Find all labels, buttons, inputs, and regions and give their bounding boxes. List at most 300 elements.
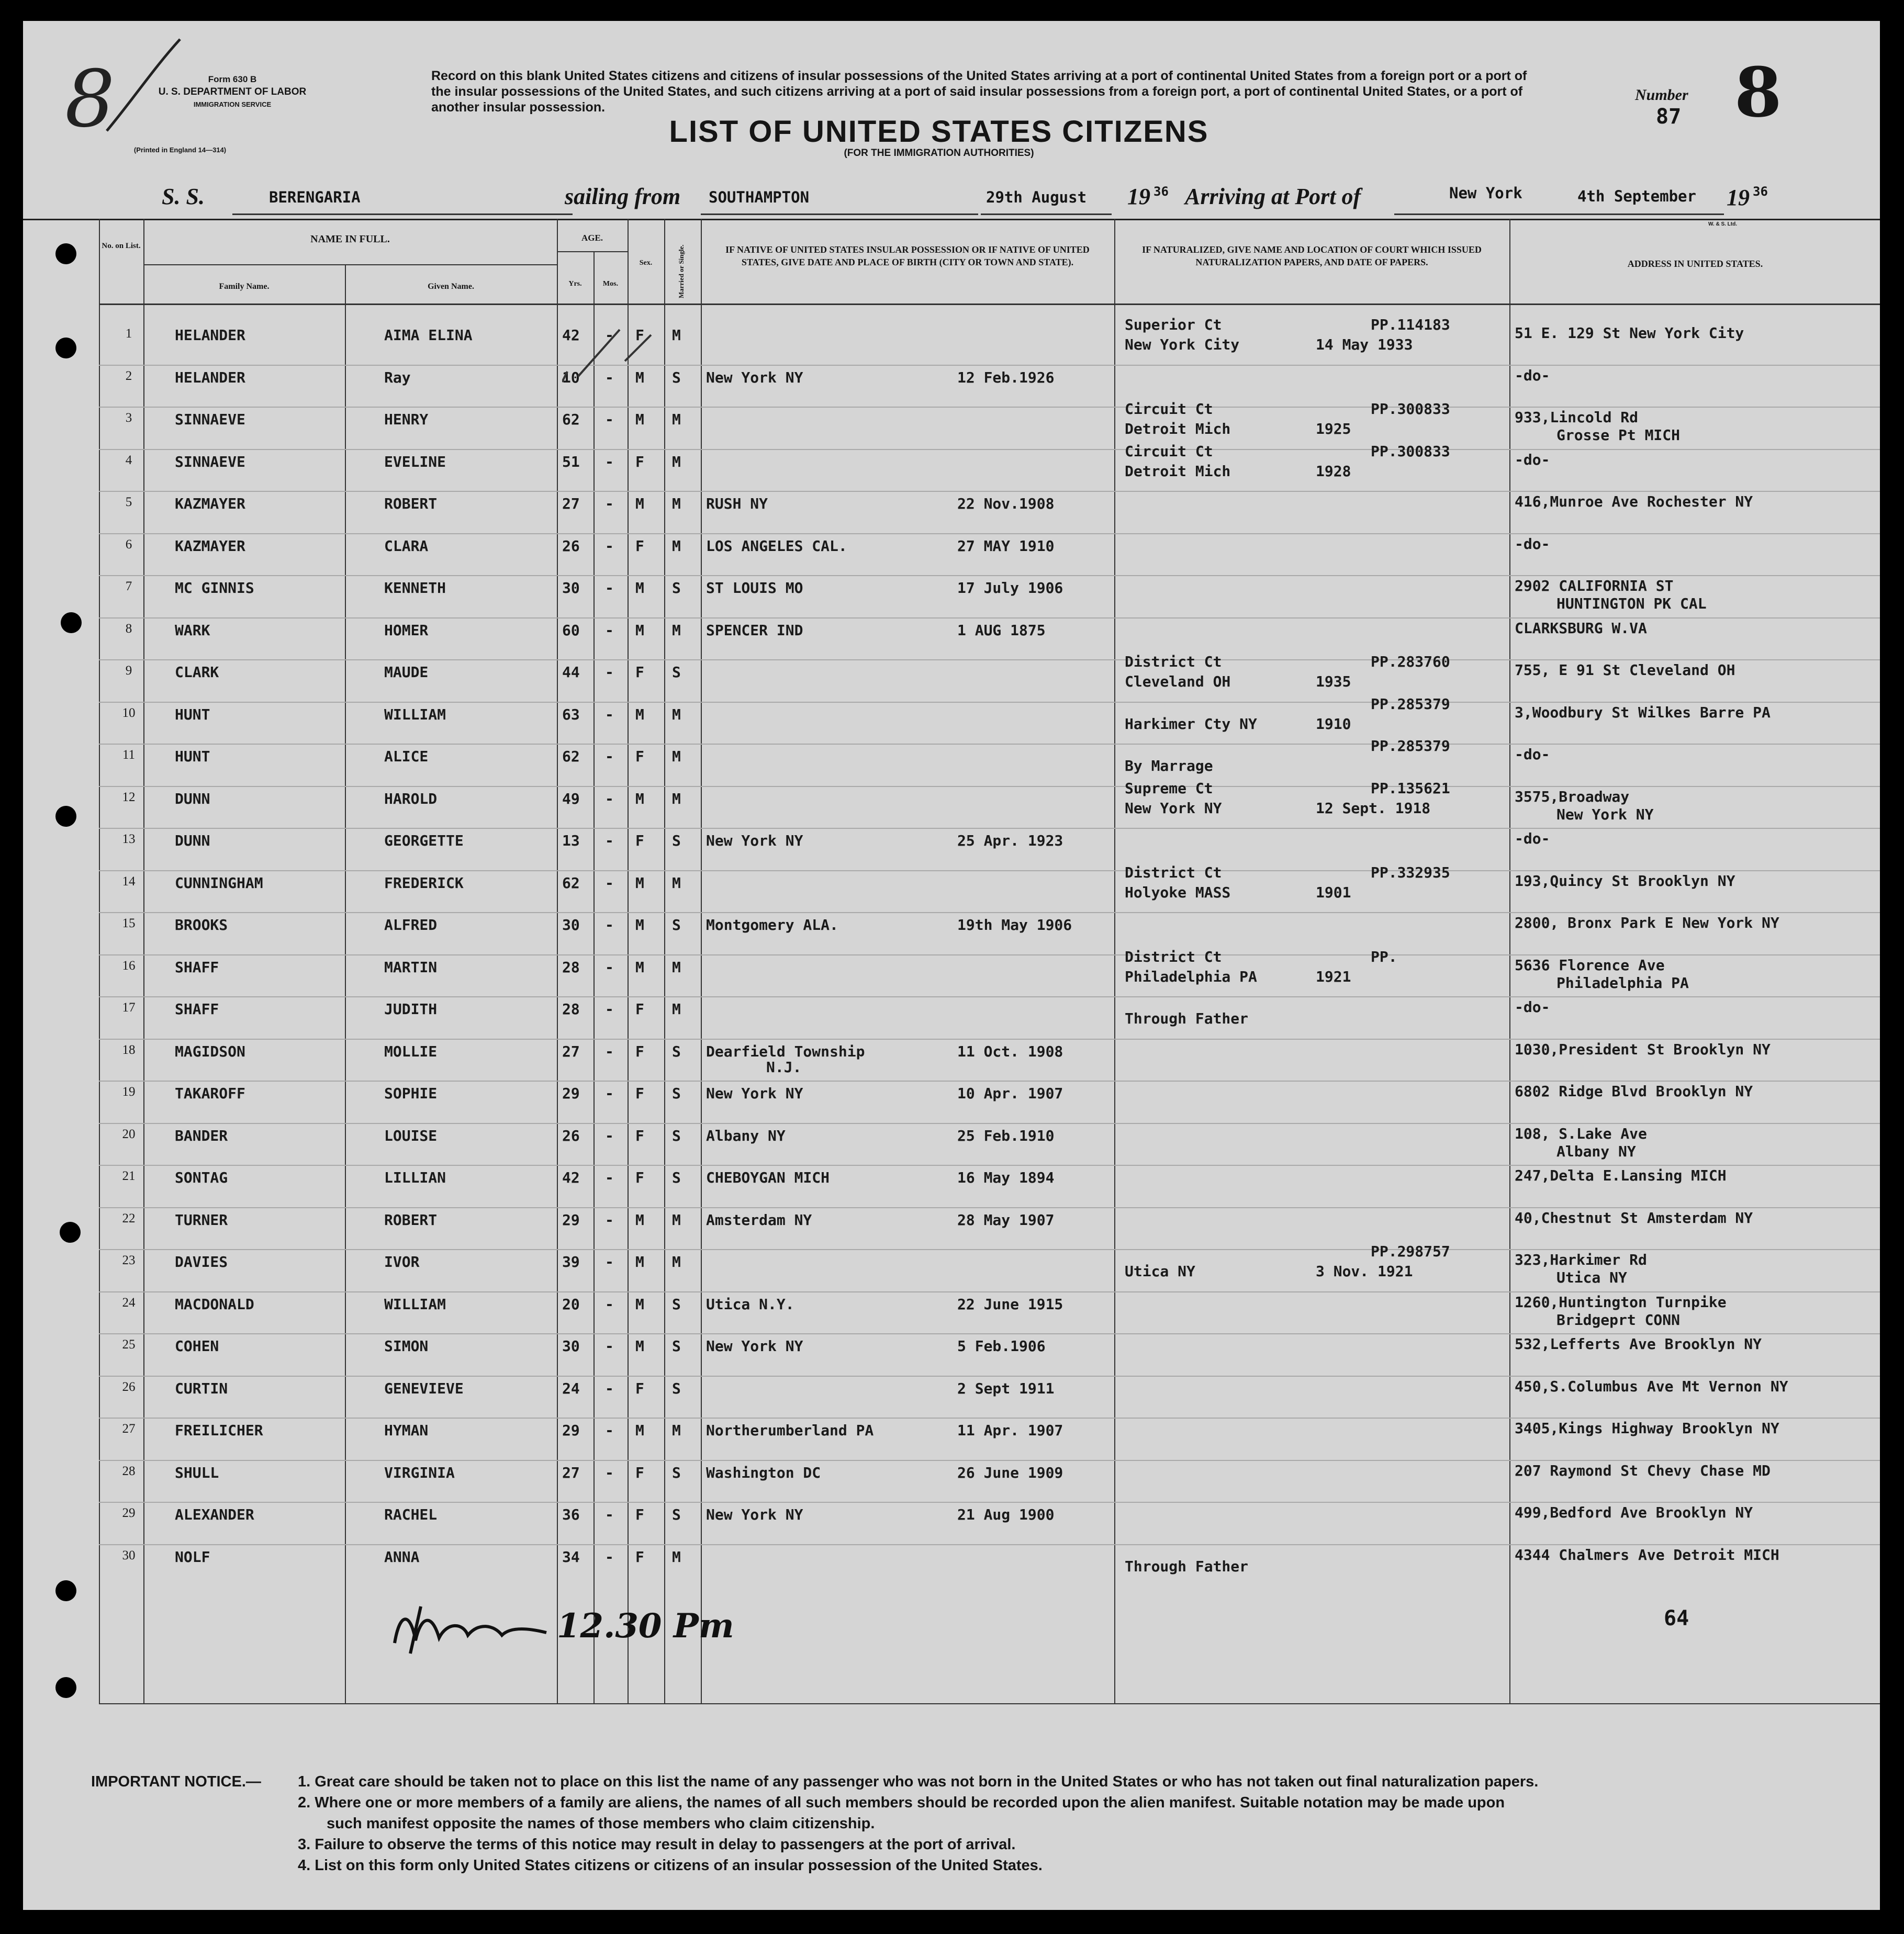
row-divider (99, 786, 1880, 787)
cell-given: SIMON (384, 1337, 429, 1355)
cell-sex: M (635, 1422, 644, 1439)
cell-birth-place: LOS ANGELES CAL. (706, 537, 847, 555)
cell-months-dash: - (605, 453, 614, 470)
col-header-birth: IF NATIVE OF UNITED STATES INSULAR POSSESSION OR IF NATIVE OF UNITED STATES, GIVE DATE AND PLACE OF BIRTH (CITY OR TOWN AND STATE). (725, 244, 1090, 267)
row-divider (99, 1502, 1880, 1503)
check-marks-icon (562, 314, 735, 1622)
row-divider (99, 533, 1880, 534)
cell-age: 29 (562, 1422, 580, 1439)
row-divider (99, 702, 1880, 703)
cell-no: 29 (122, 1506, 136, 1520)
row-divider (99, 744, 1880, 745)
cell-birth-place: Albany NY (706, 1127, 786, 1144)
row-divider (99, 1249, 1880, 1250)
cell-birth-place: Amsterdam NY (706, 1211, 812, 1229)
cell-months-dash: - (605, 327, 614, 344)
cell-addr1: -do- (1515, 746, 1550, 763)
cell-sex: F (635, 664, 644, 681)
cell-age: 30 (562, 579, 580, 597)
cell-ms: S (672, 1127, 681, 1144)
cell-given: HAROLD (384, 790, 438, 807)
cell-given: ANNA (384, 1548, 420, 1566)
cell-given: ALICE (384, 748, 429, 765)
cell-months-dash: - (605, 1422, 614, 1439)
cell-no: 9 (125, 664, 132, 678)
cell-ms: S (672, 1506, 681, 1523)
print-code: W. & S. Ltd. (1708, 221, 1737, 227)
notice-item-2: 2. Where one or more members of a family are aliens, the names of all such members should be recorded upon the alien manifest. Suitable notation may be made upon (298, 1794, 1505, 1811)
cell-no: 14 (122, 874, 136, 889)
name-header-split (143, 264, 557, 265)
cell-family: DUNN (175, 832, 210, 849)
cell-sex: F (635, 453, 644, 470)
form-number: Form 630 B (208, 74, 257, 84)
cell-ms: M (672, 1000, 681, 1018)
signature-scribble-icon (389, 1601, 557, 1659)
cell-ms: M (672, 1548, 681, 1566)
cell-given: ROBERT (384, 1211, 438, 1229)
cell-court2: Utica NY (1125, 1263, 1195, 1280)
row-divider (99, 1333, 1880, 1334)
ss-label: S. S. (162, 184, 205, 209)
cell-no: 7 (125, 579, 132, 593)
cell-ms: S (672, 1295, 681, 1313)
row-divider (99, 575, 1880, 576)
cell-months-dash: - (605, 1548, 614, 1566)
cell-no: 1 (125, 327, 132, 341)
cell-ms: M (672, 790, 681, 807)
table-top-border (23, 219, 1880, 220)
arrive-year-prefix: 19 (1727, 185, 1750, 210)
cell-given: WILLIAM (384, 705, 446, 723)
cell-age: 27 (562, 1042, 580, 1060)
cell-court2: New York NY (1125, 799, 1222, 817)
cell-given: LOUISE (384, 1127, 438, 1144)
cell-birth-place: Washington DC (706, 1464, 821, 1481)
cell-court2: Holyoke MASS (1125, 883, 1231, 901)
row-divider (99, 870, 1880, 871)
cell-paper-date: 1901 (1316, 883, 1351, 901)
cell-sex: M (635, 958, 644, 976)
row-divider (99, 617, 1880, 619)
cell-sex: F (635, 1169, 644, 1186)
cell-paper-date: 12 Sept. 1918 (1316, 799, 1431, 817)
cell-no: 19 (122, 1085, 136, 1099)
cell-ms: S (672, 1042, 681, 1060)
cell-addr1: 323,Harkimer Rd (1515, 1251, 1647, 1268)
number-label: Number (1635, 86, 1688, 104)
cell-addr1: 3,Woodbury St Wilkes Barre PA (1515, 703, 1771, 721)
cell-sex: M (635, 1211, 644, 1229)
cell-paper: PP.285379 (1371, 737, 1450, 755)
cell-birth-date: 25 Apr. 1923 (957, 832, 1063, 849)
cell-sex: F (635, 1042, 644, 1060)
form-info (133, 73, 332, 111)
row-divider (99, 1207, 1880, 1208)
cell-birth-date: 19th May 1906 (957, 916, 1072, 934)
col-border (99, 219, 100, 1703)
cell-addr1: 4344 Chalmers Ave Detroit MICH (1515, 1546, 1779, 1564)
cell-sex: M (635, 1253, 644, 1270)
cell-sex: M (635, 874, 644, 892)
cell-birth-place: ST LOUIS MO (706, 579, 803, 597)
cell-no: 30 (122, 1548, 136, 1562)
cell-months-dash: - (605, 1253, 614, 1270)
service-name: IMMIGRATION SERVICE (193, 100, 272, 108)
cell-months-dash: - (605, 1000, 614, 1018)
cell-sex: F (635, 1127, 644, 1144)
col-header-mos: Mos. (602, 280, 619, 288)
cell-given: GENEVIEVE (384, 1379, 464, 1397)
cell-court2: Detroit Mich (1125, 462, 1231, 480)
cell-addr1: 40,Chestnut St Amsterdam NY (1515, 1209, 1753, 1227)
cell-court1: Superior Ct (1125, 316, 1222, 333)
cell-ms: M (672, 1211, 681, 1229)
cell-addr1: 450,S.Columbus Ave Mt Vernon NY (1515, 1377, 1788, 1395)
cell-age: 29 (562, 1211, 580, 1229)
binder-hole (55, 1677, 76, 1698)
ship-line (232, 213, 573, 215)
col-border (1509, 219, 1510, 1703)
cell-paper: PP. (1371, 948, 1397, 965)
cell-age: 30 (562, 1337, 580, 1355)
cell-paper-date: 14 May 1933 (1316, 336, 1413, 353)
binder-hole (60, 1222, 81, 1243)
cell-addr1: 193,Quincy St Brooklyn NY (1515, 872, 1735, 890)
cell-age: 30 (562, 916, 580, 934)
cell-sex: F (635, 537, 644, 555)
row-divider (99, 659, 1880, 660)
cell-no: 17 (122, 1000, 136, 1015)
cell-birth-date: 12 Feb.1926 (957, 368, 1055, 386)
cell-paper: PP.285379 (1371, 695, 1450, 713)
arrive-date: 4th September (1577, 187, 1696, 205)
cell-addr2: Grosse Pt MICH (1556, 426, 1681, 444)
cell-addr1: 416,Munroe Ave Rochester NY (1515, 493, 1753, 510)
cell-paper: PP.298757 (1371, 1243, 1450, 1260)
col-border (345, 264, 346, 1703)
cell-addr1: 3575,Broadway (1515, 788, 1630, 805)
cell-birth-place: CHEBOYGAN MICH (706, 1169, 830, 1186)
cell-birth-date: 25 Feb.1910 (957, 1127, 1055, 1144)
notice-item-1: 1. Great care should be taken not to place on this list the name of any passenger who was not born in the United States or who has not taken out final naturalization papers. (298, 1773, 1539, 1790)
cell-ms: S (672, 1379, 681, 1397)
cell-addr1: 2902 CALIFORNIA ST (1515, 577, 1674, 594)
cell-given: AIMA ELINA (384, 327, 473, 344)
cell-months-dash: - (605, 1085, 614, 1102)
cell-no: 6 (125, 537, 132, 552)
cell-addr2: Utica NY (1556, 1269, 1627, 1286)
cell-sex: F (635, 832, 644, 849)
cell-given: MAUDE (384, 664, 429, 681)
col-header-family: Family Name. (219, 282, 270, 291)
cell-age: 39 (562, 1253, 580, 1270)
cell-age: 42 (562, 1169, 580, 1186)
cell-addr2: HUNTINGTON PK CAL (1556, 595, 1707, 612)
cell-court1: District Ct (1125, 948, 1222, 965)
cell-family: SINNAEVE (175, 411, 245, 428)
cell-addr1: -do- (1515, 451, 1550, 468)
cell-given: LILLIAN (384, 1169, 446, 1186)
cell-given: CLARA (384, 537, 429, 555)
cell-addr1: 2800, Bronx Park E New York NY (1515, 914, 1779, 931)
table-bottom-border (99, 1703, 1880, 1704)
cell-addr1: 108, S.Lake Ave (1515, 1125, 1647, 1142)
cell-addr1: -do- (1515, 998, 1550, 1016)
cell-ms: M (672, 874, 681, 892)
cell-paper-date: 1921 (1316, 968, 1351, 985)
cell-sex: M (635, 1337, 644, 1355)
corner-mark: 8 (65, 54, 115, 145)
cell-addr1: 755, E 91 St Cleveland OH (1515, 661, 1735, 679)
cell-given: ALFRED (384, 916, 438, 934)
cell-age: 10 (562, 368, 580, 386)
depart-year-prefix: 19 (1127, 184, 1150, 209)
cell-birth-date: 5 Feb.1906 (957, 1337, 1046, 1355)
cell-given: FREDERICK (384, 874, 464, 892)
col-header-given: Given Name. (428, 282, 474, 291)
cell-given: Ray (384, 368, 411, 386)
arrive-year: 36 (1753, 184, 1768, 199)
cell-court1: Circuit Ct (1125, 442, 1213, 460)
cell-addr1: 5636 Florence Ave (1515, 956, 1665, 974)
cell-paper-date: 1910 (1316, 715, 1351, 733)
cell-age: 62 (562, 874, 580, 892)
cell-court1: Circuit Ct (1125, 400, 1213, 418)
cell-no: 20 (122, 1127, 136, 1141)
cell-no: 15 (122, 916, 136, 930)
cell-birth-place: New York NY (706, 368, 803, 386)
cell-given: HENRY (384, 411, 429, 428)
cell-months-dash: - (605, 621, 614, 639)
cell-no: 24 (122, 1295, 136, 1310)
cell-family: MACDONALD (175, 1295, 254, 1313)
cell-no: 3 (125, 411, 132, 425)
col-border (1114, 219, 1115, 1703)
cell-addr1: 247,Delta E.Lansing MICH (1515, 1167, 1727, 1184)
row-divider (99, 996, 1880, 997)
binder-hole (55, 338, 76, 358)
cell-no: 28 (122, 1464, 136, 1478)
cell-ms: M (672, 705, 681, 723)
cell-age: 62 (562, 748, 580, 765)
row-divider (99, 1376, 1880, 1377)
cell-age: 63 (562, 705, 580, 723)
cell-ms: S (672, 1464, 681, 1481)
row-divider (99, 365, 1880, 366)
cell-months-dash: - (605, 1042, 614, 1060)
cell-months-dash: - (605, 537, 614, 555)
cell-months-dash: - (605, 958, 614, 976)
cell-addr2: Bridgeprt CONN (1556, 1311, 1681, 1329)
cell-addr1: 51 E. 129 St New York City (1515, 324, 1744, 342)
cell-age: 42 (562, 327, 580, 344)
cell-age: 44 (562, 664, 580, 681)
col-header-name: NAME IN FULL. (310, 233, 390, 245)
row-divider (99, 1291, 1880, 1292)
cell-court2: Through Father (1125, 1010, 1249, 1027)
cell-birth-place: Montgomery ALA. (706, 916, 838, 934)
cell-given: MOLLIE (384, 1042, 438, 1060)
row-divider (99, 491, 1880, 492)
cell-sex: F (635, 1464, 644, 1481)
cell-family: SHAFF (175, 1000, 219, 1018)
cell-birth-place: New York NY (706, 1337, 803, 1355)
cell-no: 5 (125, 495, 132, 509)
cell-no: 8 (125, 621, 132, 636)
cell-ms: M (672, 748, 681, 765)
cell-family: HUNT (175, 705, 210, 723)
cell-paper-date: 3 Nov. 1921 (1316, 1263, 1413, 1280)
cell-family: MAGIDSON (175, 1042, 245, 1060)
cell-months-dash: - (605, 748, 614, 765)
cell-sex: M (635, 790, 644, 807)
cell-age: 26 (562, 1127, 580, 1144)
cell-paper-date: 1928 (1316, 462, 1351, 480)
cell-family: SONTAG (175, 1169, 228, 1186)
cell-birth-date: 16 May 1894 (957, 1169, 1055, 1186)
cell-sex: F (635, 1000, 644, 1018)
cell-ms: S (672, 579, 681, 597)
cell-sex: M (635, 916, 644, 934)
cell-age: 13 (562, 832, 580, 849)
cell-family: HUNT (175, 748, 210, 765)
cell-given: EVELINE (384, 453, 446, 470)
cell-family: TURNER (175, 1211, 228, 1229)
cell-birth-date: 26 June 1909 (957, 1464, 1063, 1481)
cell-months-dash: - (605, 832, 614, 849)
cell-months-dash: - (605, 705, 614, 723)
cell-court2: Harkimer Cty NY (1125, 715, 1257, 733)
cell-family: CUNNINGHAM (175, 874, 263, 892)
cell-age: 34 (562, 1548, 580, 1566)
cell-ms: M (672, 1253, 681, 1270)
cell-no: 2 (125, 368, 132, 383)
cell-months-dash: - (605, 495, 614, 512)
notice-item-4: 4. List on this form only United States citizens or citizens of an insular possession of the United States. (298, 1857, 1043, 1874)
binder-hole (61, 612, 82, 633)
cell-birth-date: 1 AUG 1875 (957, 621, 1046, 639)
cell-age: 62 (562, 411, 580, 428)
cell-court2: Cleveland OH (1125, 673, 1231, 690)
cell-given: VIRGINIA (384, 1464, 455, 1481)
cell-birth-place: RUSH NY (706, 495, 768, 512)
cell-months-dash: - (605, 1379, 614, 1397)
cell-paper: PP.114183 (1371, 316, 1450, 333)
cell-paper-date: 1925 (1316, 420, 1351, 437)
cell-sex: M (635, 1295, 644, 1313)
cell-given: WILLIAM (384, 1295, 446, 1313)
cell-no: 11 (122, 748, 136, 762)
cell-family: SHAFF (175, 958, 219, 976)
cell-months-dash: - (605, 1295, 614, 1313)
cell-sex: M (635, 411, 644, 428)
cell-age: 27 (562, 1464, 580, 1481)
cell-ms: M (672, 1422, 681, 1439)
row-divider (99, 912, 1880, 913)
cell-family: WARK (175, 621, 210, 639)
cell-ms: M (672, 958, 681, 976)
col-border (557, 219, 558, 1703)
cell-birth-place: New York NY (706, 1085, 803, 1102)
handwritten-time: 12.30 Pm (557, 1606, 734, 1646)
cell-family: NOLF (175, 1548, 210, 1566)
cell-given: KENNETH (384, 579, 446, 597)
cell-court2: Through Father (1125, 1557, 1249, 1575)
cell-months-dash: - (605, 1506, 614, 1523)
notice-item-3: 3. Failure to observe the terms of this notice may result in delay to passengers at the port of arrival. (298, 1836, 1016, 1853)
col-header-naturalized: IF NATURALIZED, GIVE NAME AND LOCATION OF COURT WHICH ISSUED NATURALIZATION PAPERS, AND DATE OF PAPERS. (1142, 244, 1482, 267)
col-header-age: AGE. (581, 233, 603, 243)
cell-birth-date: 11 Apr. 1907 (957, 1422, 1063, 1439)
cell-addr1: 6802 Ridge Blvd Brooklyn NY (1515, 1083, 1753, 1100)
notice-label: IMPORTANT NOTICE.— (91, 1773, 261, 1790)
binder-hole (55, 243, 76, 264)
row-divider (99, 954, 1880, 955)
cell-court1: District Ct (1125, 863, 1222, 881)
cell-age: 26 (562, 537, 580, 555)
cell-given: ROBERT (384, 495, 438, 512)
cell-months-dash: - (605, 1337, 614, 1355)
col-header-sex: Sex. (639, 259, 653, 267)
cell-family: CLARK (175, 664, 219, 681)
cell-ms: M (672, 327, 681, 344)
cell-age: 60 (562, 621, 580, 639)
cell-age: 28 (562, 1000, 580, 1018)
cell-family: DUNN (175, 790, 210, 807)
cell-family: CURTIN (175, 1379, 228, 1397)
cell-no: 13 (122, 832, 136, 846)
cell-ms: S (672, 832, 681, 849)
cell-ms: M (672, 495, 681, 512)
manifest-sheet (23, 21, 1880, 1910)
cell-paper-date: 1935 (1316, 673, 1351, 690)
port-to-line (1394, 213, 1724, 215)
cell-birth-date: 22 June 1915 (957, 1295, 1063, 1313)
cell-age: 27 (562, 495, 580, 512)
port-from: SOUTHAMPTON (709, 188, 810, 206)
cell-months-dash: - (605, 664, 614, 681)
cell-birth-date: 21 Aug 1900 (957, 1506, 1055, 1523)
cell-no: 23 (122, 1253, 136, 1267)
age-header-split (557, 251, 628, 252)
row-divider (99, 407, 1880, 408)
cell-no: 21 (122, 1169, 136, 1183)
cell-paper: PP.332935 (1371, 863, 1450, 881)
row-divider (99, 1123, 1880, 1124)
cell-addr1: -do- (1515, 830, 1550, 847)
col-border (143, 219, 144, 1703)
depart-date-line (981, 213, 1112, 215)
row-divider (99, 1544, 1880, 1545)
cell-family: KAZMAYER (175, 495, 245, 512)
col-header-address: ADDRESS IN UNITED STATES. (1627, 258, 1763, 269)
cell-months-dash: - (605, 368, 614, 386)
cell-ms: S (672, 368, 681, 386)
port-to: New York (1449, 184, 1522, 202)
cell-no: 18 (122, 1042, 136, 1057)
cell-no: 4 (125, 453, 132, 467)
cell-months-dash: - (605, 1169, 614, 1186)
cell-paper: PP.300833 (1371, 442, 1450, 460)
row-divider (99, 828, 1880, 829)
cell-birth-date: 10 Apr. 1907 (957, 1085, 1063, 1102)
cell-age: 28 (562, 958, 580, 976)
cell-paper: PP.283760 (1371, 653, 1450, 670)
cell-court2: By Marrage (1125, 757, 1213, 774)
cell-no: 26 (122, 1379, 136, 1394)
binder-hole (55, 1580, 76, 1601)
